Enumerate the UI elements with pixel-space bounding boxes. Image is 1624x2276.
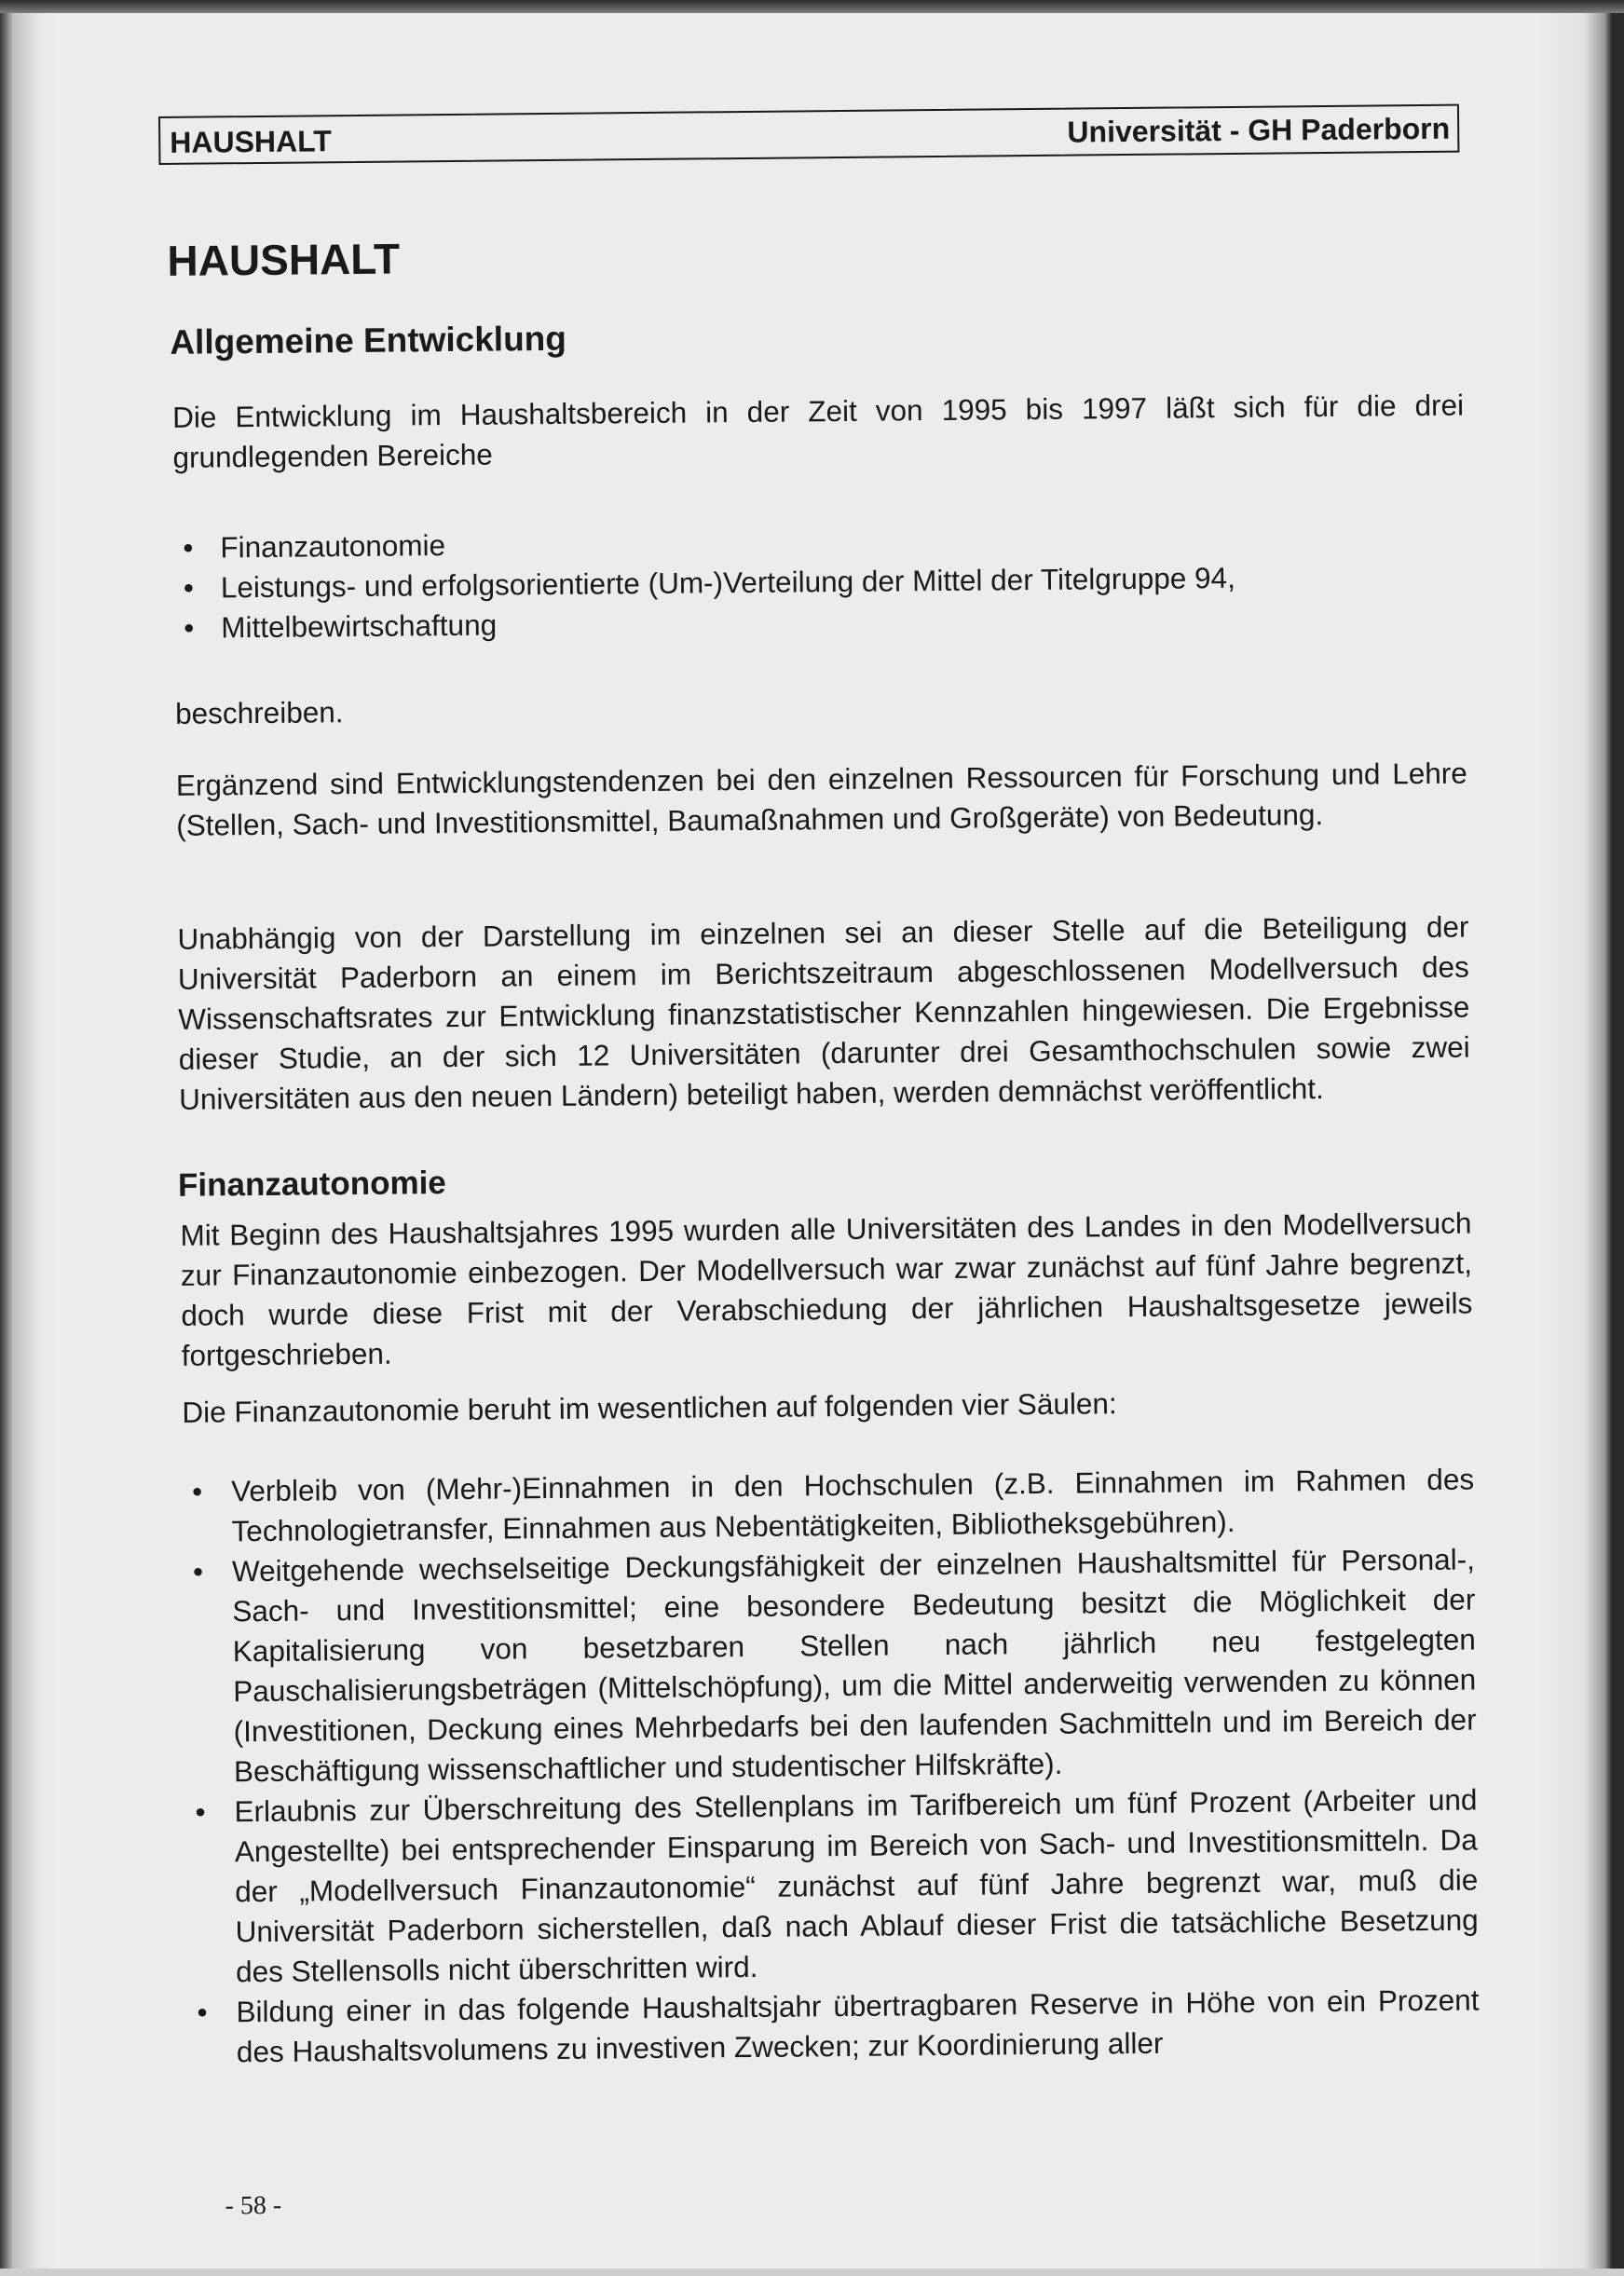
heading-allgemeine-entwicklung: Allgemeine Entwicklung bbox=[170, 319, 567, 361]
list-item bbox=[185, 1779, 1479, 1992]
paragraph-mit-beginn: Mit Beginn des Haushaltsjahres 1995 wurden alle Universitäten des Landes in den Modellversuch zur Finanzautonomie einbezogen. Der Modellversuch war zwar zunächst auf fünf Jahre begrenzt, doch wurde diese Frist mit der Verabschiedung der jährlichen Haushaltsgesetze jeweils fortgeschrieben. bbox=[180, 1206, 1473, 1372]
paragraph-unabhaengig: Unabhängig von der Darstellung im einzelnen sei an dieser Stelle auf die Beteiligung der Universität Paderborn an einem im Berichtszeitraum abgeschlossenen Modellversuch des Wissenschaftsrates zur Entwicklung finanzstatistischer Kennzahlen hingewiesen. Die Ergebnisse dieser Studie, an der sich 12 Universitäten (darunter drei Gesamthochschulen sowie zwei Universitäten aus den neuen Ländern) beteiligt haben, werden demnächst veröffentlicht. bbox=[177, 909, 1470, 1116]
list-item-text: Verbleib von (Mehr-)Einnahmen in den Hochschulen (z.B. Einnahmen im Rahmen des Technologietransfer, Einnahmen aus Nebentätigkeiten, Bibliotheksgebühren). bbox=[230, 1462, 1475, 1548]
paragraph-saeulen: Die Finanzautonomie beruht im wesentlichen auf folgenden vier Säulen: bbox=[182, 1386, 1117, 1429]
scan-bottom-edge bbox=[0, 2269, 1624, 2276]
list-item-text: Mittelbewirtschaftung bbox=[221, 607, 498, 645]
bullet-icon: • bbox=[183, 530, 194, 565]
list-item bbox=[183, 1460, 1475, 1552]
list-item-text: Erlaubnis zur Überschreitung des Stellenplans im Tarifbereich um fünf Prozent (Arbeiter und Angestellte) bei entsprechender Einsparung im Bereich von Sach- und Investitionsmitteln. Da der „Modellversuch Finanzautonomie“ zunächst auf fünf Jahre begrenzt war, muß die Universität Paderborn sicherstellen, daß nach Ablauf dieser Frist die tatsächliche Besetzung des Stellensolls nicht überschritten wird. bbox=[234, 1782, 1479, 1989]
bullet-icon: • bbox=[195, 1794, 206, 1829]
list-item-text: Weitgehende wechselseitige Deckungsfähigkeit der einzelnen Haushaltsmittel für Personal-, Sach- und Investitionsmittel; eine besondere Bedeutung besitzt die Möglichkeit der Kapitalisierung von besetzbaren Stellen nach jährlich neu festgelegten Pauschalisierungsbeträgen (Mittelschöpfung), um die Mittel anderweitig verwenden zu können (Investitionen, Deckung eines Mehrbedarfs bei den laufenden Sachmitteln und im Bereich der Beschäftigung wissenschaftlicher und studentischer Hilfskräfte). bbox=[231, 1542, 1477, 1789]
paragraph-beschreiben: beschreiben. bbox=[174, 695, 344, 730]
bullet-list-bereiche bbox=[173, 516, 1466, 648]
bullet-icon: • bbox=[183, 570, 195, 605]
list-item bbox=[187, 1980, 1480, 2072]
bullet-list-saeulen bbox=[183, 1460, 1480, 2073]
bullet-icon: • bbox=[192, 1554, 204, 1588]
bullet-icon: • bbox=[184, 610, 195, 645]
scan-top-edge bbox=[0, 0, 1624, 13]
heading-finanzautonomie: Finanzautonomie bbox=[177, 1165, 446, 1204]
paragraph-ergaenzend: Ergänzend sind Entwicklungstendenzen bei den einzelnen Ressourcen für Forschung und Lehre (Stellen, Sach- und Investitionsmittel, Baumaßnahmen und Großgeräte) von Bedeutung. bbox=[175, 756, 1468, 842]
list-item-text: Finanzautonomie bbox=[220, 528, 446, 565]
paragraph-intro: Die Entwicklung im Haushaltsbereich in der Zeit von 1995 bis 1997 läßt sich für die drei grundlegenden Bereiche bbox=[171, 388, 1465, 474]
running-header-section: HAUSHALT bbox=[170, 124, 333, 159]
list-item-text: Bildung einer in das folgende Haushaltsjahr übertragbaren Reserve in Höhe von ein Prozent des Haushaltsvolumens zu investiven Zwecken; zur Koordinierung aller bbox=[236, 1983, 1480, 2069]
bullet-icon: • bbox=[197, 1995, 208, 2029]
page-number: - 58 - bbox=[225, 2190, 282, 2221]
list-item bbox=[184, 1540, 1477, 1792]
page-title: HAUSHALT bbox=[167, 234, 401, 285]
document-page bbox=[158, 103, 1502, 2259]
list-item-text: Leistungs- und erfolgsorientierte (Um-)Verteilung der Mittel der Titelgruppe 94, bbox=[220, 560, 1236, 605]
running-header-institution: Universität - GH Paderborn bbox=[1067, 111, 1451, 149]
bullet-icon: • bbox=[191, 1474, 203, 1508]
